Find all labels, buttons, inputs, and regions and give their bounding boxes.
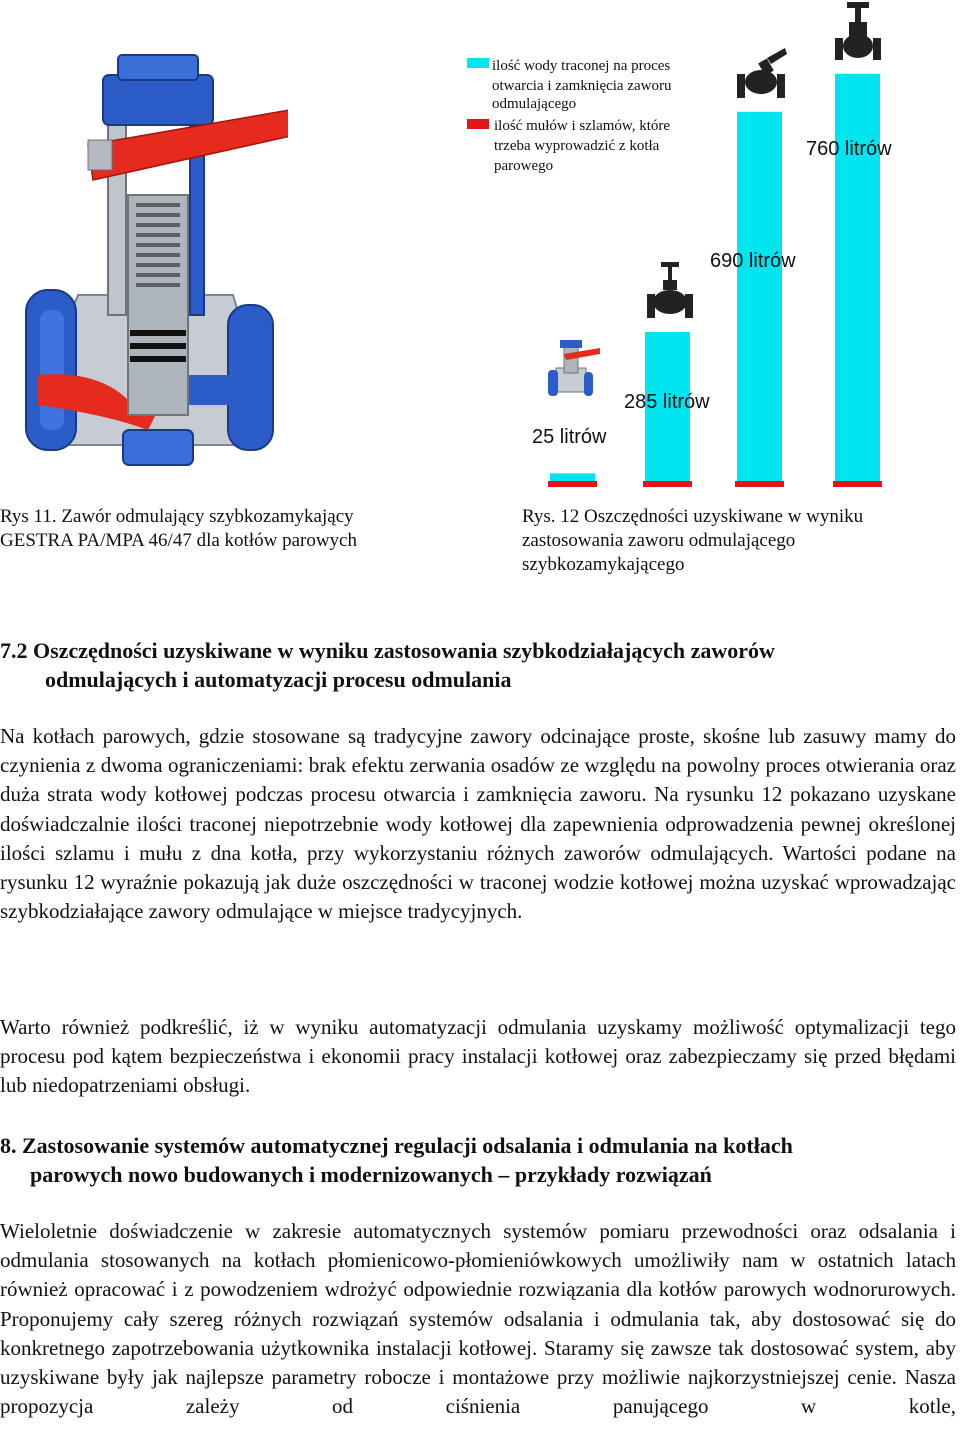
section-7-2-paragraph-2: Warto również podkreślić, iż w wyniku automatyzacji odmulania uzyskamy możliwość optymalizacji tego procesu pod kątem bezpieczeństwa i ekonomii pracy instalacji kotłowej oraz zabezpieczamy się przed błędami lub niedopatrzeniami obsługi. <box>0 1015 956 1098</box>
legend-entry-water-line3: odmulającego <box>492 96 577 112</box>
legend-entry-sludge-line1: ilość mułów i szlamów, które <box>494 118 671 134</box>
sludge-bar-3 <box>735 481 784 487</box>
figure-11-caption <box>0 505 440 553</box>
bar-value-label-1: 25 litrów <box>532 426 607 448</box>
section-7-2-heading-line2: odmulających i automatyzacji procesu odmulania <box>45 667 512 692</box>
figure-11-caption-line1: Rys 11. Zawór odmulający szybkozamykający <box>0 506 354 527</box>
legend-entry-water-line2: otwarcia i zamknięcia zaworu <box>492 78 672 94</box>
legend-entry-sludge-line3: parowego <box>494 158 554 174</box>
section-7-2-heading-line1: 7.2 Oszczędności uzyskiwane w wyniku zastosowania szybkodziałających zaworów <box>0 638 775 663</box>
sludge-bar-2 <box>643 481 692 487</box>
legend-entry-sludge-line2: trzeba wyprowadzić z kotła <box>494 138 660 154</box>
legend-swatch-sludge <box>467 119 489 129</box>
sludge-bar-4 <box>833 481 882 487</box>
quick-blowdown-valve-icon <box>548 340 600 396</box>
angle-valve-icon <box>737 48 787 98</box>
figure-11-caption-line2: GESTRA PA/MPA 46/47 dla kotłów parowych <box>0 530 357 551</box>
legend-entry-water-line1: ilość wody traconej na proces <box>492 58 671 74</box>
figure-12-caption <box>522 505 942 577</box>
legend-swatch-water <box>467 58 489 68</box>
bar-value-label-2: 285 litrów <box>624 391 710 413</box>
chart-legend <box>467 58 672 174</box>
section-8-heading-line2: parowych nowo budowanych i modernizowanych – przykłady rozwiązań <box>30 1162 712 1187</box>
globe-valve-icon <box>647 262 693 318</box>
gate-valve-icon <box>835 2 881 60</box>
bar-value-label-3: 690 litrów <box>710 250 796 272</box>
sludge-bar-1 <box>548 481 597 487</box>
water-loss-chart <box>455 0 960 495</box>
section-8-heading-line1: 8. Zastosowanie systemów automatycznej regulacji odsalania i odmulania na kotłach <box>0 1133 793 1158</box>
section-8-paragraph-1: Wieloletnie doświadczenie w zakresie automatycznych systemów pomiaru przewodności oraz odsalania i odmulania stosowanych na kotłach płomienicowo-płomieniówkowych umożliwiły nam w ostatnich latach również opracować i z powodzeniem wdrożyć odpowiednie rozwiązania dla kotłów parowych wodnorurowych. Proponujemy cały szereg różnych rozwiązań systemów odsalania i odmulania tak, aby dostosować się do konkretnego zapotrzebowania użytkownika instalacji kotłowej. Staramy się zawsze tak dostosować system, aby uzyskiwane były jak najlepsze parametry robocze i montażowe przy możliwie najkorzystniejszej cenie. Nasza propozycja zależy od ciśnienia panującego w kotle, <box>0 1219 956 1419</box>
figure-12-caption-line1: Rys. 12 Oszczędności uzyskiwane w wyniku <box>522 506 864 527</box>
section-8-heading <box>0 1131 960 1189</box>
section-7-2-paragraph-1: Na kotłach parowych, gdzie stosowane są tradycyjne zawory odcinające proste, skośne lub zasuwy mamy do czynienia z dwoma ograniczeniami: brak efektu zerwania osadów ze względu na powolny proces otwierania oraz duża strata wody kotłowej podczas procesu otwarcia i zamknięcia zaworu. Na rysunku 12 pokazano uzyskane doświadczalnie ilości traconej niepotrzebnie wody kotłowej dla zapewnienia odprowadzenia pewnej określonej ilości szlamu i mułu z dna kotła, przy wykorzystaniu różnych zaworów odmulających. Wartości podane na rysunku 12 wyraźnie pokazują jak duże oszczędności w traconej wodzie kotłowej można uzyskać wprowadzając szybkodziałające zawory odmulające w miejsce tradycyjnych. <box>0 724 956 924</box>
figure-12-caption-line3: szybkozamykającego <box>522 554 685 575</box>
water-loss-bar-4 <box>835 74 880 487</box>
figure-12-caption-line2: zastosowania zaworu odmulającego <box>522 530 796 551</box>
bar-value-label-4: 760 litrów <box>806 138 892 160</box>
water-loss-bar-3 <box>737 112 782 487</box>
section-7-2-heading <box>0 636 960 694</box>
blowdown-valve-illustration <box>18 45 288 475</box>
